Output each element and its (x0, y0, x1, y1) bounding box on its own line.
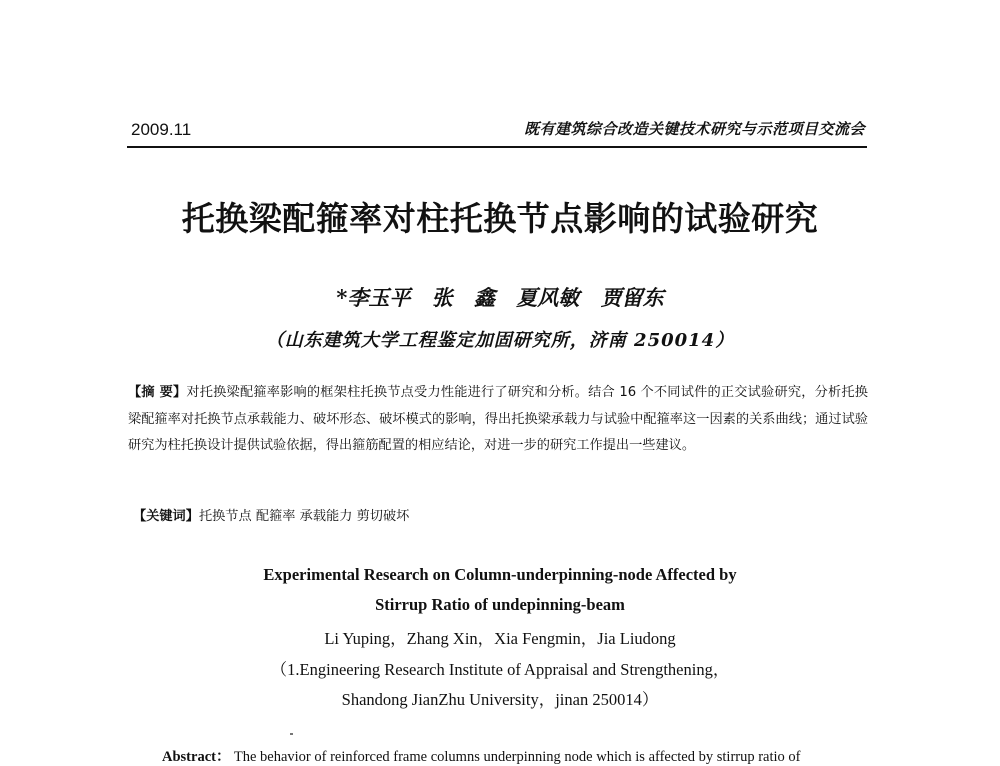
affiliation-en-line2: Shandong JianZhu University，jinan 250014） (341, 690, 659, 709)
paper-title-en-line2: Stirrup Ratio of undepinning-beam (375, 595, 625, 614)
affiliation-cn: （山东建筑大学工程鉴定加固研究所，济南 250014） (265, 330, 735, 351)
keywords-cn-text: 托换节点 配箍率 承载能力 剪切破坏 (198, 509, 410, 524)
paper-title-en-line1: Experimental Research on Column-underpinning-node Affected by (263, 565, 737, 584)
abstract-cn-label: 【摘 要】 (128, 385, 187, 400)
authors-en: Li Yuping，Zhang Xin，Xia Fengmin，Jia Liudong (324, 629, 676, 648)
scan-speck (290, 733, 293, 735)
header-date: 2009.11 (131, 120, 192, 139)
header-conference: 既有建筑综合改造关键技术研究与示范项目交流会 (523, 120, 865, 138)
keywords-cn-label: 【关键词】 (133, 509, 199, 524)
abstract-cn (128, 380, 868, 460)
authors-cn: *李玉平 张 鑫 夏风敏 贾留东 (336, 285, 664, 310)
abstract-en-label: Abstract： (162, 749, 231, 765)
abstract-en-text: The behavior of reinforced frame columns underpinning node which is affected by stirrup ratio of (233, 749, 801, 765)
paper-title-cn: 托换梁配箍率对柱托换节点影响的试验研究 (181, 199, 819, 238)
abstract-cn-text: 对托换梁配箍率影响的框架柱托换节点受力性能进行了研究和分析。结合 16 个不同试件的正交试验研究，分析托换梁配箍率对托换节点承载能力、破坏形态、破坏模式的影响，得出托换梁承载力与试验中配箍率这一因素的关系曲线；通过试验研究为柱托换设计提供试验依据，得出箍筋配置的相应结论，对进一步的研究工作提出一些建议。 (128, 385, 868, 453)
affiliation-en-line1: （1.Engineering Research Institute of Appraisal and Strengthening， (270, 660, 730, 679)
abstract-en (162, 745, 868, 766)
header-rule (127, 146, 867, 148)
running-header (127, 118, 867, 144)
keywords-cn (133, 504, 409, 530)
